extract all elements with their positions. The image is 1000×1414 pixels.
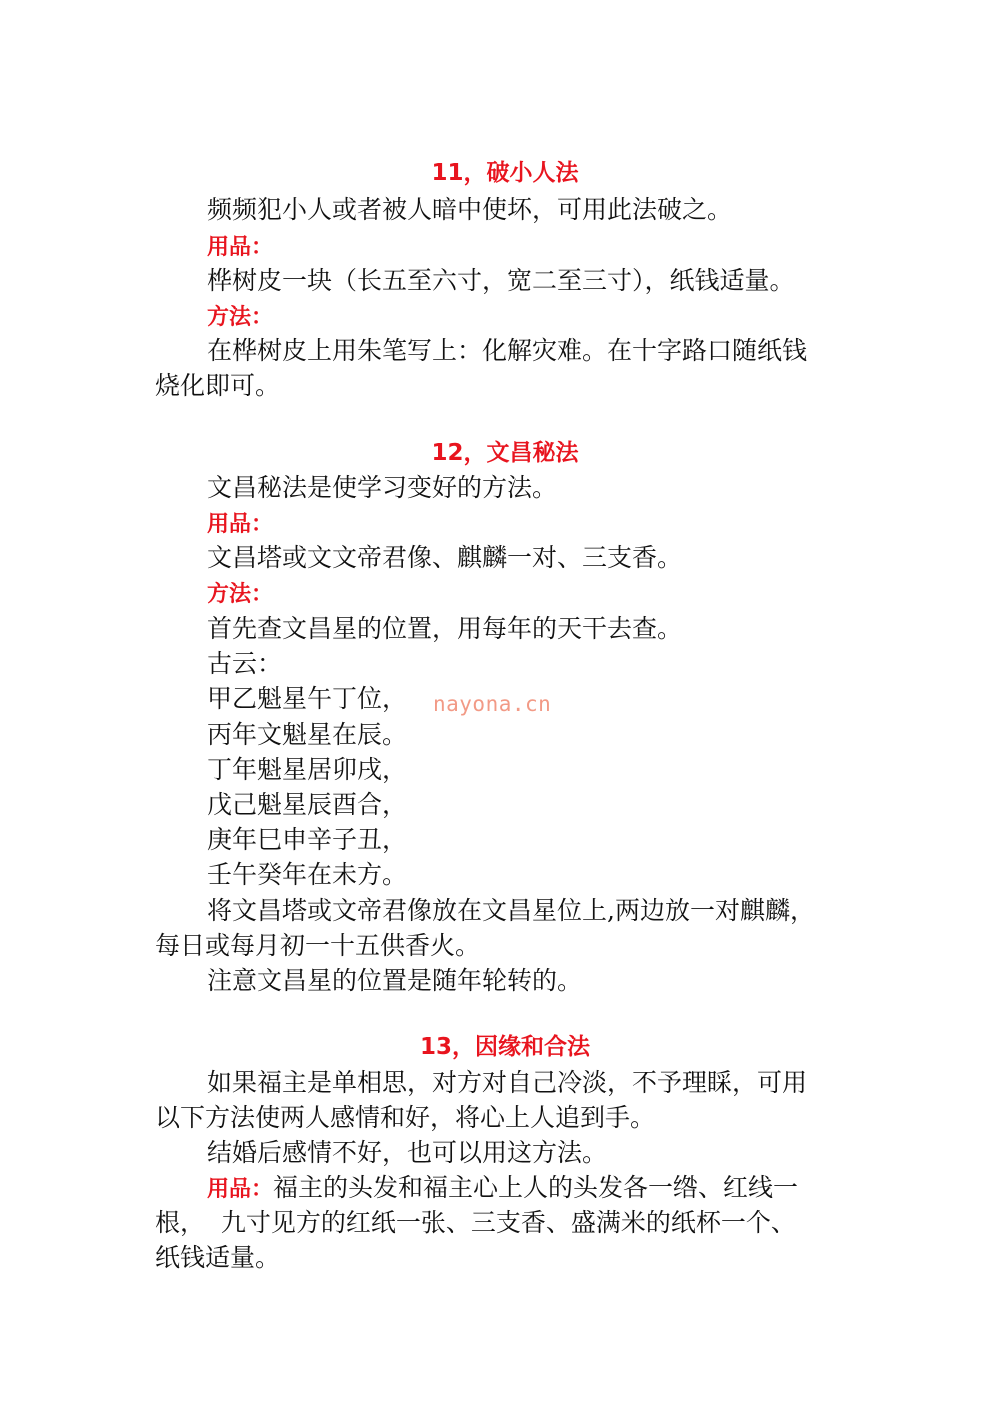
verse-line: 丙年文魁星在辰。 (207, 720, 408, 749)
section-12-method-label-line (207, 575, 907, 613)
section-12-placement-line-1: 将文昌塔或文帝君像放在文昌星位上,两边放一对麒麟， (207, 896, 815, 925)
section-12-placement-line-2: 每日或每月初一十五供香火。 (155, 931, 481, 960)
section-12-note: 注意文昌星的位置是随年轮转的。 (207, 966, 583, 995)
section-11-method-line-2: 烧化即可。 (155, 371, 281, 400)
section-13-items-line-2: 根， 九寸见方的红纸一张、三支香、盛满米的纸杯一个、 (155, 1208, 796, 1237)
section-13-intro-line-2: 以下方法使两人感情和好，将心上人追到手。 (155, 1103, 656, 1132)
section-13-items-line-1 (207, 1170, 907, 1208)
section-12-line: 首先查文昌星的位置，用每年的天干去查。 (207, 614, 683, 643)
method-label: 方法： (207, 582, 274, 607)
items-label: 用品： (207, 235, 274, 260)
section-title-11: 11，破小人法 (431, 160, 579, 186)
section-12-items-label-line (207, 505, 907, 543)
method-label: 方法： (207, 305, 274, 330)
verse-line: 丁年魁星居卯戌， (207, 755, 408, 784)
items-label: 用品： (207, 512, 274, 537)
verse-line: 庚年巳申辛子丑， (207, 825, 408, 854)
verse-line: 甲乙魁星午丁位， (207, 684, 408, 713)
section-11-items: 桦树皮一块（长五至六寸，宽二至三寸），纸钱适量。 (207, 266, 795, 295)
items-label: 用品： (207, 1177, 274, 1202)
section-11-items-label-line (207, 228, 907, 266)
section-13-items-line-3: 纸钱适量。 (155, 1243, 281, 1272)
section-13-note: 结婚后感情不好，也可以用这方法。 (207, 1138, 608, 1167)
section-title-12: 12，文昌秘法 (431, 440, 579, 466)
watermark-text: nayona.cn (433, 692, 552, 716)
section-12-intro: 文昌秘法是使学习变好的方法。 (207, 473, 558, 502)
verse-line: 戊己魁星辰酉合， (207, 790, 408, 819)
section-12-items: 文昌塔或文文帝君像、麒麟一对、三支香。 (207, 543, 683, 572)
section-11-intro: 频频犯小人或者被人暗中使坏，可用此法破之。 (207, 195, 733, 224)
items-text: 福主的头发和福主心上人的头发各一绺、红线一 (273, 1173, 799, 1202)
section-11-method-label-line (207, 298, 907, 336)
section-11-method-line-1: 在桦树皮上用朱笔写上：化解灾难。在十字路口随纸钱 (207, 336, 808, 365)
section-12-line: 古云： (207, 649, 283, 678)
verse-line: 壬午癸年在未方。 (207, 860, 408, 889)
section-title-13: 13，因缘和合法 (419, 1034, 590, 1060)
section-13-intro-line-1: 如果福主是单相思，对方对自己冷淡，不予理睬，可用 (207, 1068, 808, 1097)
